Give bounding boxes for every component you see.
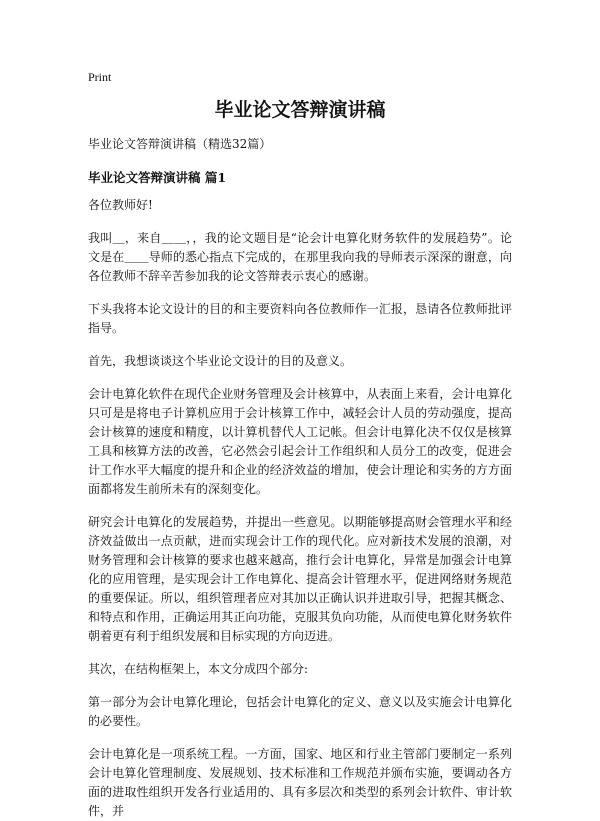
paragraph-report-intro: 下头我将本论文设计的目的和主要资料向各位教师作一汇报，恳请各位教师批评指导。 xyxy=(88,302,512,335)
paragraph-greeting: 各位教师好! xyxy=(88,198,153,212)
paragraph-structure-intro: 其次，在结构框架上，本文分成四个部分: xyxy=(88,662,309,676)
document-title: 毕业论文答辩演讲稿 xyxy=(214,99,386,121)
paragraph-research: 研究会计电算化的发展趋势，并提出一些意见。以期能够提高财会管理水平和经济效益做出一点贡献，进而实现会计工作的现代化。应对新技术发展的浪潮，对财务管理和会计核算的要求也越来越高，推行会计电算化，异常是加强会计电算化的应用管理，是实现会计工作电算化、提高会计管理水平，促进网络财务规范的重要保证。所以，组织管理者应对其加以正确认识并进取引导，把握其概念、和特点和作用，正确运用其正向功能，克服其负向功能，从而使电算化财务软件朝着更有利于组织发展和目标实现的方向迈进。 xyxy=(88,515,512,643)
print-label: Print xyxy=(88,70,112,84)
document-subtitle: 毕业论文答辩演讲稿（精选32篇） xyxy=(88,137,272,151)
paragraph-system-engineering: 会计电算化是一项系统工程。一方面，国家、地区和行业主管部门要制定一系列会计电算化管理制度、发展规划、技术标准和工作规范并颁布实施，要调动各方面的进取性组织开发各行业适用的、具有多层次和类型的系列会计软件、审计软件，并 xyxy=(88,747,512,818)
paragraph-purpose-intro: 首先，我想谈谈这个毕业论文设计的目的及意义。 xyxy=(88,354,353,368)
paragraph-introduction: 我叫＿，来自＿＿，，我的论文题目是“论会计电算化财务软件的发展趋势”。论文是在＿＿导师的悉心指点下完成的，在那里我向我的导师表示深深的谢意，向各位教师不辞辛苦参加我的论文答辩表示衷心的感谢。 xyxy=(88,231,512,283)
section-heading: 毕业论文答辩演讲稿 篇1 xyxy=(88,170,227,185)
paragraph-part-one: 第一部分为会计电算化理论，包括会计电算化的定义、意义以及实施会计电算化的必要性。 xyxy=(88,695,512,728)
paragraph-purpose-detail: 会计电算化软件在现代企业财务管理及会计核算中，从表面上来看，会计电算化只可是是将电子计算机应用于会计核算工作中，减轻会计人员的劳动强度，提高会计核算的速度和精度，以计算机替代人工记帐。但会计电算化决不仅仅是核算工具和核算方法的改善，它必然会引起会计工作组织和人员分工的改变，促进会计工作水平大幅度的提升和企业的经济效益的增加，使会计理论和实务的方方面面都将发生前所未有的深刻变化。 xyxy=(88,387,512,496)
